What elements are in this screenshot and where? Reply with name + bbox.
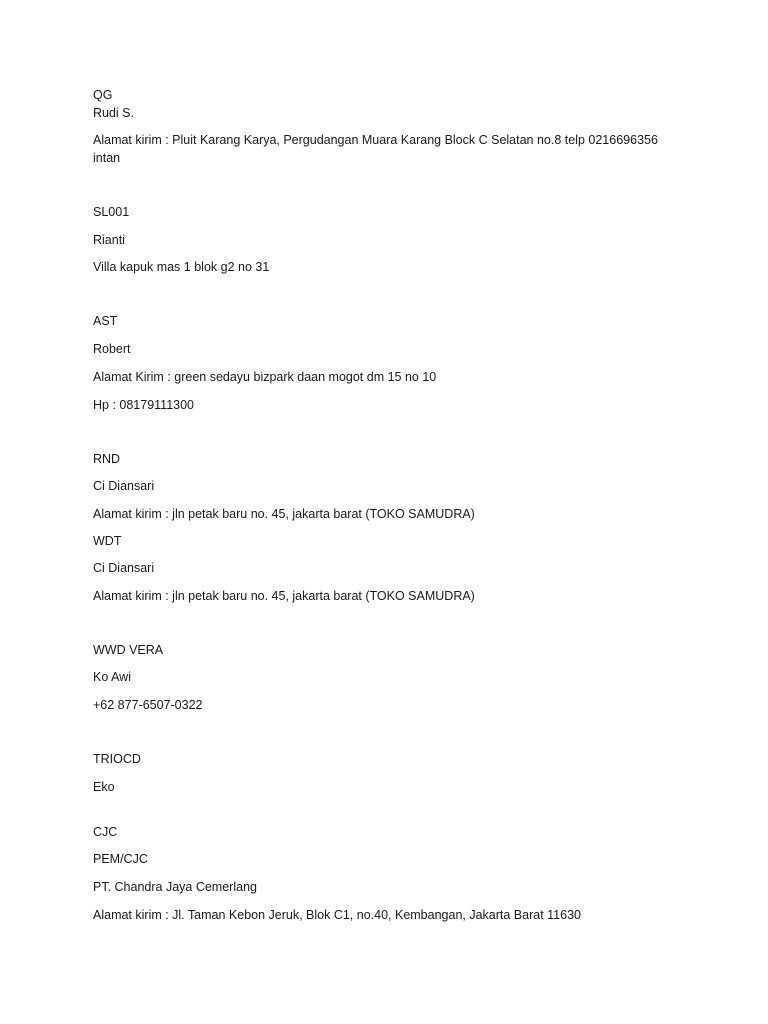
doc-line: RND [93, 452, 121, 466]
doc-line: Rudi S. [93, 106, 134, 120]
doc-line: PT. Chandra Jaya Cemerlang [93, 880, 257, 894]
doc-line: intan [93, 151, 121, 165]
doc-line: CJC [93, 825, 118, 839]
doc-line: +62 877-6507-0322 [93, 698, 203, 712]
doc-line: WWD VERA [93, 643, 164, 657]
doc-line: Alamat kirim : jln petak baru no. 45, jakarta barat (TOKO SAMUDRA) [93, 507, 475, 521]
doc-line: AST [93, 314, 118, 328]
doc-line: Alamat kirim : jln petak baru no. 45, jakarta barat (TOKO SAMUDRA) [93, 589, 475, 603]
doc-line: Hp : 08179111300 [93, 398, 195, 412]
doc-line: Rianti [93, 233, 125, 247]
doc-line: Ci Diansari [93, 561, 155, 575]
doc-line: SL001 [93, 205, 130, 219]
doc-line: Eko [93, 780, 115, 794]
doc-line: Alamat kirim : Pluit Karang Karya, Pergudangan Muara Karang Block C Selatan no.8 telp 0216696356 [93, 133, 658, 147]
doc-line: TRIOCD [93, 752, 141, 766]
doc-line: Ci Diansari [93, 479, 155, 493]
doc-line: WDT [93, 534, 122, 548]
doc-line: Alamat Kirim : green sedayu bizpark daan mogot dm 15 no 10 [93, 370, 437, 384]
doc-line: Robert [93, 342, 131, 356]
doc-line: Villa kapuk mas 1 blok g2 no 31 [93, 260, 270, 274]
doc-line: QG [93, 88, 113, 102]
doc-line: Ko Awi [93, 670, 131, 684]
doc-line: Alamat kirim : Jl. Taman Kebon Jeruk, Blok C1, no.40, Kembangan, Jakarta Barat 11630 [93, 908, 581, 922]
doc-line: PEM/CJC [93, 852, 148, 866]
